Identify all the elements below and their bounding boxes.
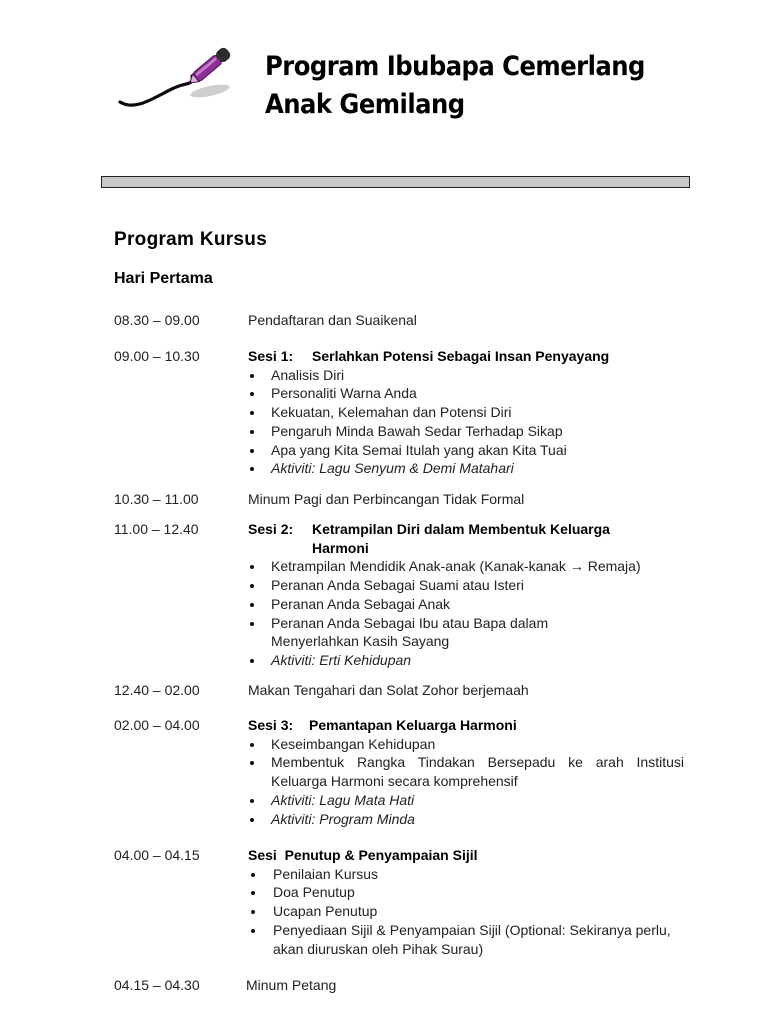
time-slot: 02.00 – 04.00 [114,717,200,733]
session-title [248,716,684,735]
session-items [248,557,684,669]
session-name-continued: Harmoni [312,539,369,556]
list-item: Peranan Anda Sebagai Suami atau Isteri [248,576,684,595]
list-item: Ucapan Penutup [248,902,684,921]
time-slot: 11.00 – 12.40 [114,521,199,537]
session-block [248,347,684,478]
list-item: Kekuatan, Kelemahan dan Potensi Diri [248,403,684,422]
session-name: Pemantapan Keluarga Harmoni [309,717,517,733]
activity-text: Pendaftaran dan Suaikenal [248,312,417,328]
activity-item: Aktiviti: Lagu Senyum & Demi Matahari [248,459,684,478]
pen-scribble-icon [116,42,240,108]
session-items [248,366,684,478]
day-heading: Hari Pertama [114,270,213,287]
session-number: Sesi 1: [248,348,294,364]
list-item: Peranan Anda Sebagai Ibu atau Bapa dalam Menyerlahkan Kasih Sayang [248,614,571,651]
time-slot: 04.00 – 04.15 [114,847,200,863]
list-item: Keseimbangan Kehidupan [248,735,684,754]
session-block [248,846,684,958]
list-item: Ketrampilan Mendidik Anak-anak (Kanak-kanak → Remaja) [248,557,684,576]
session-items [248,735,684,829]
activity-item: Aktiviti: Lagu Mata Hati [248,791,684,810]
session-title: Sesi Penutup & Penyampaian Sijil [248,847,478,863]
title-line-1: Program Ibubapa Cemerlang [265,51,645,82]
list-item: Pengaruh Minda Bawah Sedar Terhadap Sikap [248,422,684,441]
time-slot: 12.40 – 02.00 [114,682,200,698]
time-slot: 10.30 – 11.00 [114,491,199,507]
session-title [248,347,684,366]
list-item: Penilaian Kursus [248,865,684,884]
session-number: Sesi 2: [248,521,294,537]
time-slot: 09.00 – 10.30 [114,348,200,364]
divider-bar [101,176,690,188]
title-line-2: Anak Gemilang [265,89,465,120]
list-item: Penyediaan Sijil & Penyampaian Sijil (Optional: Sekiranya perlu, akan diuruskan oleh Pihak Surau) [248,921,684,958]
activity-item: Aktiviti: Erti Kehidupan [248,651,684,670]
session-name: Serlahkan Potensi Sebagai Insan Penyayang [312,348,610,364]
activity-text: Makan Tengahari dan Solat Zohor berjemaah [248,682,529,698]
activity-text: Minum Petang [246,977,337,993]
list-item: Personaliti Warna Anda [248,384,684,403]
list-item: Analisis Diri [248,366,684,385]
list-item: Doa Penutup [248,883,684,902]
session-title [248,520,684,539]
time-slot: 08.30 – 09.00 [114,312,200,328]
program-heading: Program Kursus [114,229,268,250]
session-number: Sesi 3: [248,717,294,733]
list-item: Membentuk Rangka Tindakan Bersepadu ke arah Institusi Keluarga Harmoni secara komprehensif [248,753,684,790]
document-title [265,48,645,124]
session-name: Ketrampilan Diri dalam Membentuk Keluarga [312,521,610,537]
list-item: Peranan Anda Sebagai Anak [248,595,684,614]
activity-item: Aktiviti: Program Minda [248,810,684,829]
session-block [248,520,684,670]
list-item: Apa yang Kita Semai Itulah yang akan Kita Tuai [248,441,684,460]
activity-text: Minum Pagi dan Perbincangan Tidak Formal [248,491,525,507]
time-slot: 04.15 – 04.30 [114,977,200,993]
session-items [248,865,684,959]
session-block [248,716,684,828]
